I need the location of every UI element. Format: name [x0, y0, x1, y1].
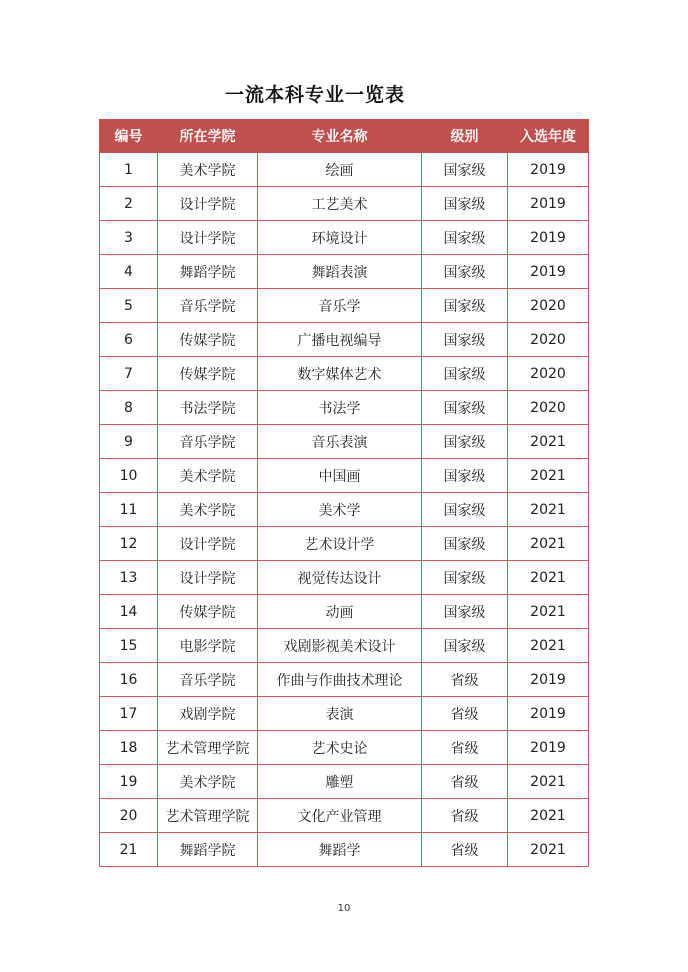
cell-major: 工艺美术 [258, 187, 422, 221]
table-row [100, 833, 589, 867]
majors-table [99, 119, 589, 867]
cell-year: 2021 [508, 629, 589, 663]
cell-number: 1 [100, 153, 158, 187]
cell-number: 14 [100, 595, 158, 629]
cell-college: 书法学院 [158, 391, 258, 425]
cell-college: 音乐学院 [158, 289, 258, 323]
cell-year: 2019 [508, 153, 589, 187]
header-number: 编号 [100, 120, 158, 153]
table-row [100, 629, 589, 663]
cell-major: 环境设计 [258, 221, 422, 255]
cell-year: 2020 [508, 391, 589, 425]
cell-level: 国家级 [422, 629, 508, 663]
header-college: 所在学院 [158, 120, 258, 153]
cell-college: 舞蹈学院 [158, 255, 258, 289]
cell-college: 艺术管理学院 [158, 731, 258, 765]
table-row [100, 527, 589, 561]
cell-college: 舞蹈学院 [158, 833, 258, 867]
cell-year: 2021 [508, 799, 589, 833]
table-row [100, 561, 589, 595]
cell-college: 戏剧学院 [158, 697, 258, 731]
header-major: 专业名称 [258, 120, 422, 153]
cell-level: 省级 [422, 731, 508, 765]
cell-year: 2021 [508, 561, 589, 595]
cell-college: 设计学院 [158, 221, 258, 255]
cell-college: 艺术管理学院 [158, 799, 258, 833]
cell-level: 国家级 [422, 323, 508, 357]
cell-major: 动画 [258, 595, 422, 629]
cell-level: 国家级 [422, 221, 508, 255]
cell-college: 设计学院 [158, 527, 258, 561]
cell-major: 书法学 [258, 391, 422, 425]
cell-level: 国家级 [422, 459, 508, 493]
cell-college: 设计学院 [158, 187, 258, 221]
cell-year: 2019 [508, 697, 589, 731]
cell-year: 2019 [508, 221, 589, 255]
table-row [100, 799, 589, 833]
header-level: 级别 [422, 120, 508, 153]
cell-major: 音乐表演 [258, 425, 422, 459]
table-row [100, 391, 589, 425]
cell-number: 13 [100, 561, 158, 595]
cell-level: 国家级 [422, 153, 508, 187]
cell-major: 表演 [258, 697, 422, 731]
header-row [100, 120, 589, 153]
cell-level: 国家级 [422, 187, 508, 221]
cell-level: 省级 [422, 833, 508, 867]
cell-major: 音乐学 [258, 289, 422, 323]
table-row [100, 221, 589, 255]
cell-level: 省级 [422, 663, 508, 697]
cell-year: 2019 [508, 187, 589, 221]
table-row [100, 731, 589, 765]
cell-major: 舞蹈学 [258, 833, 422, 867]
cell-level: 国家级 [422, 493, 508, 527]
cell-college: 美术学院 [158, 765, 258, 799]
cell-year: 2019 [508, 663, 589, 697]
cell-college: 美术学院 [158, 153, 258, 187]
cell-college: 传媒学院 [158, 323, 258, 357]
cell-level: 国家级 [422, 357, 508, 391]
table-body [100, 153, 589, 867]
cell-year: 2021 [508, 493, 589, 527]
cell-college: 设计学院 [158, 561, 258, 595]
cell-year: 2019 [508, 255, 589, 289]
cell-year: 2020 [508, 357, 589, 391]
cell-level: 国家级 [422, 527, 508, 561]
cell-college: 传媒学院 [158, 357, 258, 391]
cell-number: 4 [100, 255, 158, 289]
cell-level: 国家级 [422, 425, 508, 459]
cell-number: 3 [100, 221, 158, 255]
cell-number: 10 [100, 459, 158, 493]
table-row [100, 289, 589, 323]
document-title: 一流本科专业一览表 [224, 84, 405, 106]
cell-number: 11 [100, 493, 158, 527]
table-row [100, 493, 589, 527]
cell-number: 9 [100, 425, 158, 459]
table-row [100, 663, 589, 697]
cell-number: 8 [100, 391, 158, 425]
cell-year: 2021 [508, 527, 589, 561]
cell-major: 广播电视编导 [258, 323, 422, 357]
cell-level: 国家级 [422, 595, 508, 629]
cell-number: 19 [100, 765, 158, 799]
header-year: 入选年度 [508, 120, 589, 153]
cell-major: 美术学 [258, 493, 422, 527]
table-row [100, 459, 589, 493]
cell-number: 17 [100, 697, 158, 731]
cell-number: 12 [100, 527, 158, 561]
cell-major: 舞蹈表演 [258, 255, 422, 289]
cell-major: 作曲与作曲技术理论 [258, 663, 422, 697]
table-header [100, 120, 589, 153]
cell-level: 省级 [422, 799, 508, 833]
cell-level: 国家级 [422, 391, 508, 425]
cell-number: 15 [100, 629, 158, 663]
table-row [100, 187, 589, 221]
table-row [100, 255, 589, 289]
cell-major: 中国画 [258, 459, 422, 493]
table-row [100, 323, 589, 357]
cell-major: 视觉传达设计 [258, 561, 422, 595]
cell-college: 音乐学院 [158, 425, 258, 459]
cell-level: 国家级 [422, 561, 508, 595]
cell-college: 传媒学院 [158, 595, 258, 629]
cell-level: 国家级 [422, 289, 508, 323]
cell-number: 21 [100, 833, 158, 867]
cell-year: 2020 [508, 289, 589, 323]
cell-number: 18 [100, 731, 158, 765]
table-row [100, 765, 589, 799]
cell-year: 2021 [508, 459, 589, 493]
table-row [100, 153, 589, 187]
cell-level: 省级 [422, 765, 508, 799]
cell-number: 7 [100, 357, 158, 391]
cell-year: 2020 [508, 323, 589, 357]
cell-college: 美术学院 [158, 493, 258, 527]
cell-major: 文化产业管理 [258, 799, 422, 833]
table-row [100, 425, 589, 459]
cell-level: 省级 [422, 697, 508, 731]
cell-year: 2021 [508, 765, 589, 799]
table-row [100, 595, 589, 629]
cell-college: 电影学院 [158, 629, 258, 663]
cell-number: 2 [100, 187, 158, 221]
cell-major: 艺术史论 [258, 731, 422, 765]
cell-number: 5 [100, 289, 158, 323]
cell-year: 2021 [508, 425, 589, 459]
cell-number: 20 [100, 799, 158, 833]
cell-year: 2021 [508, 595, 589, 629]
cell-major: 戏剧影视美术设计 [258, 629, 422, 663]
cell-number: 6 [100, 323, 158, 357]
cell-college: 美术学院 [158, 459, 258, 493]
cell-major: 艺术设计学 [258, 527, 422, 561]
cell-major: 雕塑 [258, 765, 422, 799]
cell-year: 2021 [508, 833, 589, 867]
cell-major: 数字媒体艺术 [258, 357, 422, 391]
table-row [100, 697, 589, 731]
cell-number: 16 [100, 663, 158, 697]
cell-major: 绘画 [258, 153, 422, 187]
cell-level: 国家级 [422, 255, 508, 289]
cell-year: 2019 [508, 731, 589, 765]
cell-college: 音乐学院 [158, 663, 258, 697]
page-number: 10 [337, 903, 351, 914]
table-row [100, 357, 589, 391]
